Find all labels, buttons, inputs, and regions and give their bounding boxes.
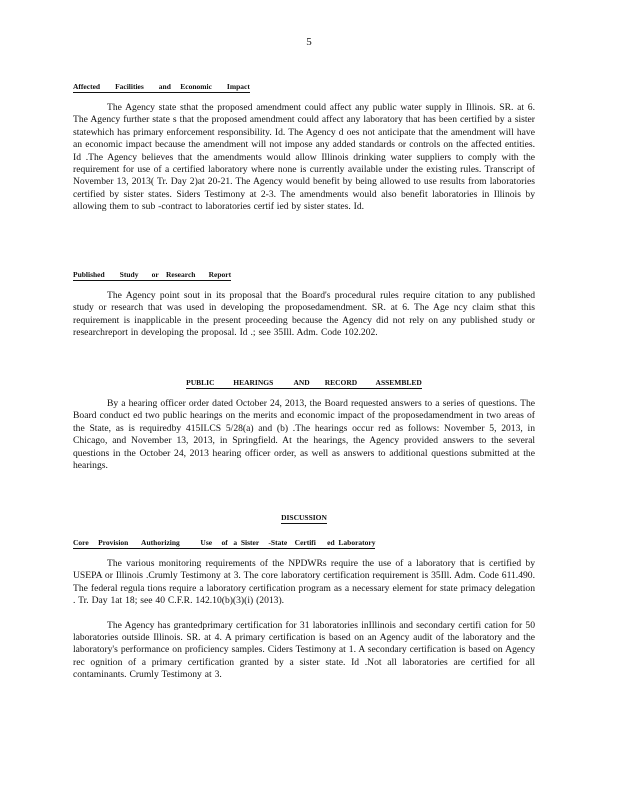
public-hearings-section: [73, 372, 535, 472]
section-heading: Published Study or Research Report: [73, 270, 232, 279]
discussion-section: [73, 507, 535, 521]
section-heading: Core Provision Authorizing Use of a Sister -State Certifi ed Laboratory: [73, 538, 376, 547]
paragraph: The Agency point sout in its proposal that the Board's procedural rules require citation to any published study or research that was used in developing the proposedamendment. SR. at 6. The Age ncy claim sthat this requirement is inapplicable in the present proceeding because the Agency did not rely on any published study or researchreport in developing the proposal. Id .; see 35Ill. Adm. Code 102.202.: [73, 290, 535, 339]
page-number: 5: [306, 36, 312, 48]
section-heading: Affected Facilities and Economic Impact: [73, 82, 250, 91]
paragraph: By a hearing officer order dated October 24, 2013, the Board requested answers to a series of questions. The Board conduct ed two public hearings on the merits and economic impact of the proposedamendment in two areas of the State, as is requiredby 415ILCS 5/28(a) and (b) .The hearings occur red as follows: November 5, 2013, in Chicago, and November 13, 2013, in Springfield. At the hearings, the Agency provided answers to the several questions in the October 24, 2013 hearing officer order, as well as answers to additional questions submitted at the hearings.: [73, 398, 535, 472]
section-heading: PUBLIC HEARINGS AND RECORD ASSEMBLED: [186, 378, 422, 387]
published-study-section: [73, 264, 535, 340]
paragraph: The Agency state sthat the proposed amendment could affect any public water supply in Illinois. SR. at 6. The Agency further state s that the proposed amendment could affect any laboratory that has been certified by a sister statewhich has primary enforcement responsibility. Id. The Agency d oes not anticipate that the amendment will have an economic impact because the amendment will not impose any added standards or controls on the affected entities. Id .The Agency believes that the amendments would allow Illinois drinking water suppliers to comply with the requirement for use of a certified laboratory where none is currently available under the existing rules. Transcript of November 13, 2013( Tr. Day 2)at 20-21. The Agency would benefit by being allowed to use results from laboratories certified by sister states. Siders Testimony at 2-3. The amendments would also benefit laboratories in Illinois by allowing them to sub -contract to laboratories certif ied by sister states. Id.: [73, 102, 535, 213]
core-provision-section: [73, 532, 535, 682]
paragraph: The various monitoring requirements of the NPDWRs require the use of a laboratory that is certified by USEPA or Illinois .Crumly Testimony at 3. The core laboratory certification requirement is 35Ill. Adm. Code 611.490. The federal regula tions require a laboratory certification program as a necessary element for state primacy delegation . Tr. Day 1at 18; see 40 C.F.R. 142.10(b)(3)(i) (2013).: [73, 558, 535, 607]
paragraph: The Agency has grantedprimary certification for 31 laboratories inIllinois and secondary certifi cation for 50 laboratories outside Illinois. SR. at 4. A primary certification is based on an Agency audit of the laboratory and the laboratory's performance on proficiency samples. Ciders Testimony at 1. A secondary certification is based on Agency rec ognition of a primary certification granted by a sister state. Id .Not all laboratories are certified for all contaminants. Crumly Testimony at 3.: [73, 619, 535, 681]
section-heading: DISCUSSION: [281, 513, 327, 522]
affected-facilities-section: [73, 76, 535, 214]
